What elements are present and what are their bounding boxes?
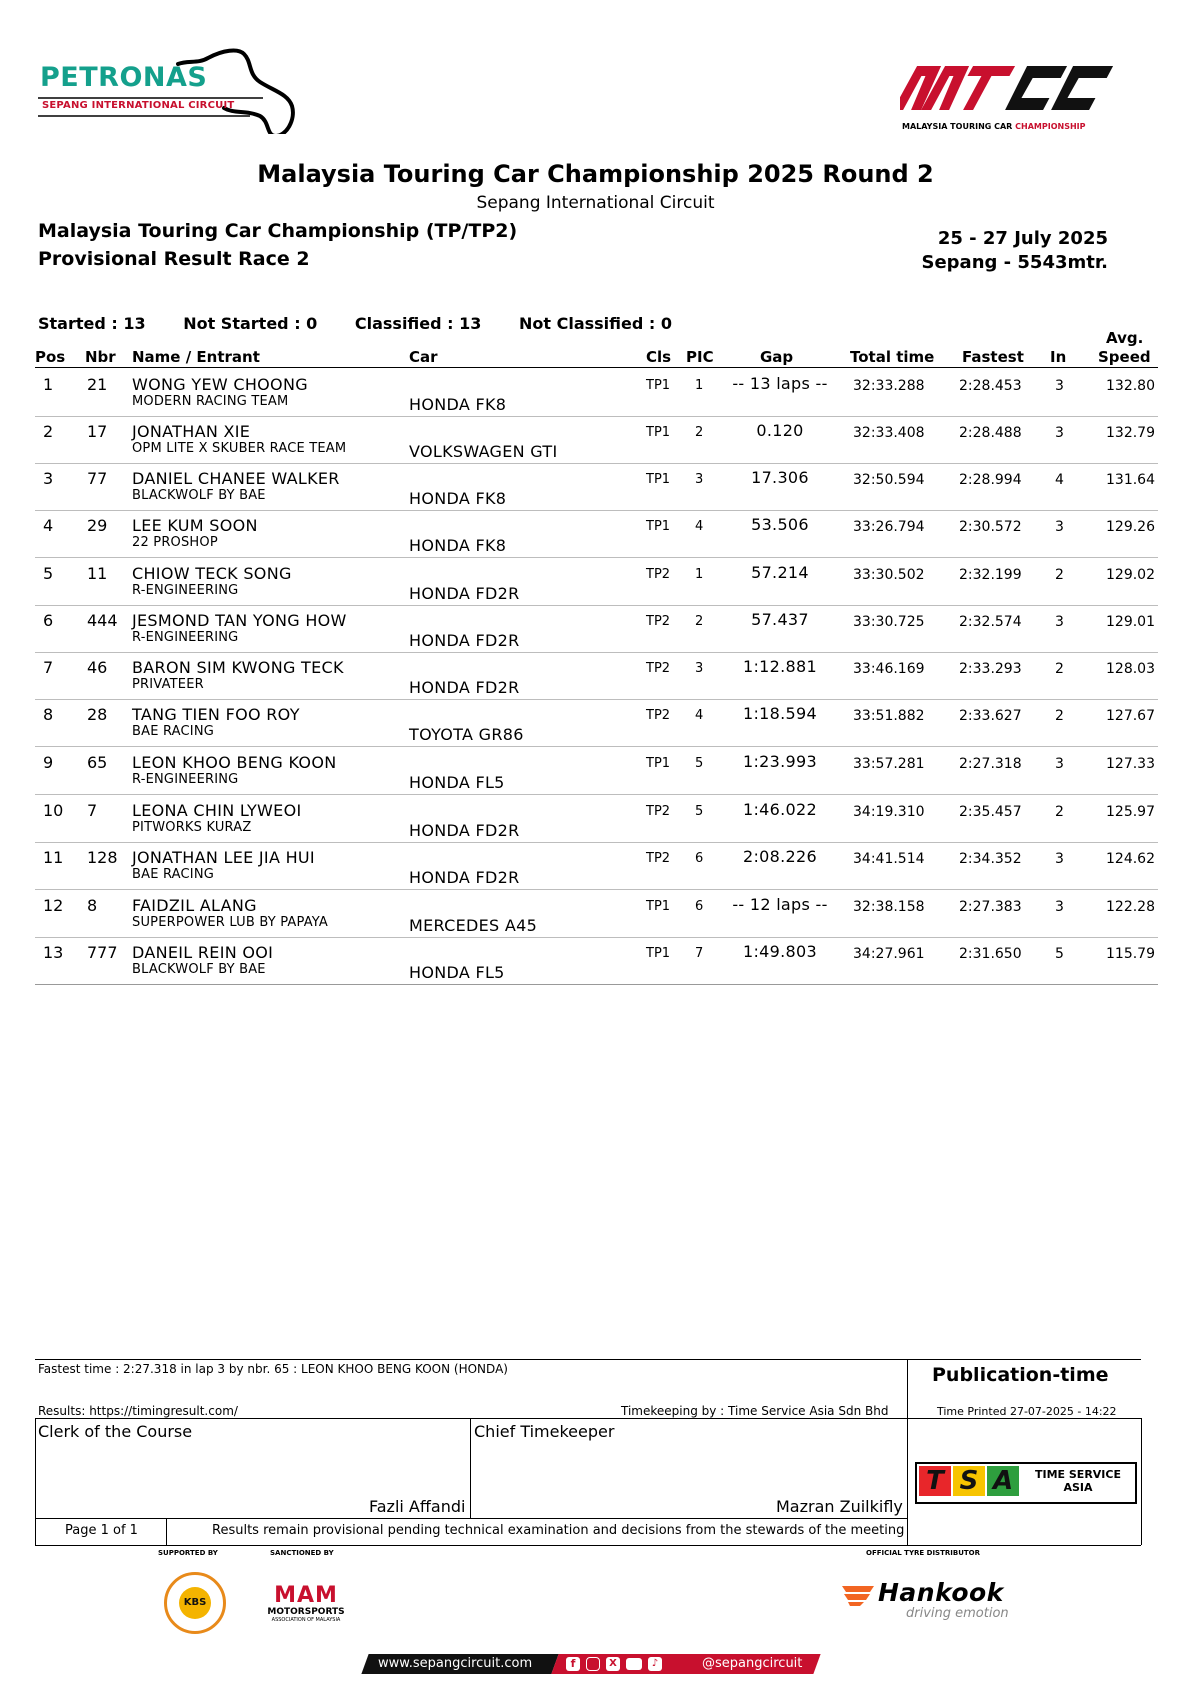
- timekeeping-info: Timekeeping by : Time Service Asia Sdn Bhd: [621, 1404, 889, 1418]
- publication-time-label: Publication-time: [932, 1364, 1109, 1386]
- event-dates: 25 - 27 July 2025: [937, 228, 1108, 249]
- col-header-in: In: [1050, 348, 1067, 366]
- supported-by-label: SUPPORTED BY: [158, 1549, 218, 1557]
- kbs-logo: KBS: [164, 1572, 226, 1634]
- petronas-logo: [38, 44, 298, 134]
- website-link[interactable]: www.sepangcircuit.com: [378, 1656, 533, 1671]
- race-stats: [38, 314, 704, 333]
- table-row: 1 21 WONG YEW CHOONG MODERN RACING TEAM HONDA FK8 TP1 1 -- 13 laps -- 32:33.288 2:28.453 3 132.80: [35, 369, 1158, 417]
- mam-logo: MAM MOTORSPORTS ASSOCIATION OF MALAYSIA: [267, 1583, 345, 1623]
- mtcc-wordmark-icon: [900, 58, 1130, 120]
- tyre-distributor-label: OFFICIAL TYRE DISTRIBUTOR: [866, 1549, 980, 1557]
- stat-not-started: Not Started : 0: [183, 314, 318, 333]
- table-row: 5 11 CHIOW TECK SONG R-ENGINEERING HONDA FD2R TP2 1 57.214 33:30.502 2:32.199 2 129.02: [35, 558, 1158, 606]
- clerk-label: Clerk of the Course: [38, 1422, 193, 1441]
- table-row: 7 46 BARON SIM KWONG TECK PRIVATEER HONDA FD2R TP2 3 1:12.881 33:46.169 2:33.293 2 128.03: [35, 652, 1158, 700]
- mtcc-subtitle: MALAYSIA TOURING CAR CHAMPIONSHIP: [902, 122, 1086, 131]
- table-row: 10 7 LEONA CHIN LYWEOI PITWORKS KURAZ HONDA FD2R TP2 5 1:46.022 34:19.310 2:35.457 2 125.97: [35, 795, 1158, 843]
- tsa-logo: T S A TIME SERVICE ASIA: [915, 1462, 1137, 1504]
- disclaimer: Results remain provisional pending technical examination and decisions from the stewards of the meeting: [212, 1523, 905, 1538]
- page-title: Malaysia Touring Car Championship 2025 Round 2: [257, 160, 934, 188]
- page-number: Page 1 of 1: [65, 1523, 138, 1538]
- col-header-cls: Cls: [646, 348, 672, 366]
- col-header-pic: PIC: [686, 348, 714, 366]
- col-header-fastest: Fastest: [962, 348, 1024, 366]
- table-row: 13 777 DANEIL REIN OOI BLACKWOLF BY BAE HONDA FL5 TP1 7 1:49.803 34:27.961 2:31.650 5 115.79: [35, 937, 1158, 985]
- col-header-pos: Pos: [35, 348, 66, 366]
- table-row: 6 444 JESMOND TAN YONG HOW R-ENGINEERING HONDA FD2R TP2 2 57.437 33:30.725 2:32.574 3 129.01: [35, 605, 1158, 653]
- sanctioned-by-label: SANCTIONED BY: [270, 1549, 334, 1557]
- page-subtitle: Sepang International Circuit: [476, 193, 715, 213]
- petronas-subtitle: SEPANG INTERNATIONAL CIRCUIT: [42, 100, 235, 111]
- header-divider: [35, 367, 1158, 368]
- mtcc-logo: [900, 58, 1130, 138]
- track-info: Sepang - 5543mtr.: [921, 252, 1108, 273]
- col-header-avg: Avg.: [1106, 329, 1144, 347]
- col-header-total-time: Total time: [850, 348, 935, 366]
- timekeeper-name: Mazran Zuilkifly: [776, 1497, 903, 1516]
- table-row: 11 128 JONATHAN LEE JIA HUI BAE RACING HONDA FD2R TP2 6 2:08.226 34:41.514 2:34.352 3 124.62: [35, 842, 1158, 890]
- table-row: 8 28 TANG TIEN FOO ROY BAE RACING TOYOTA GR86 TP2 4 1:18.594 33:51.882 2:33.627 2 127.67: [35, 699, 1158, 747]
- stat-classified: Classified : 13: [354, 314, 482, 333]
- petronas-wordmark: PETRONAS: [40, 62, 208, 93]
- col-header-nbr: Nbr: [85, 348, 116, 366]
- col-header-car: Car: [409, 348, 438, 366]
- fastest-lap-info: Fastest time : 2:27.318 in lap 3 by nbr. 65 : LEON KHOO BENG KOON (HONDA): [38, 1362, 508, 1376]
- table-row: 3 77 DANIEL CHANEE WALKER BLACKWOLF BY BAE HONDA FK8 TP1 3 17.306 32:50.594 2:28.994 4 131.64: [35, 463, 1158, 511]
- session-name: Provisional Result Race 2: [38, 248, 310, 270]
- table-row: 9 65 LEON KHOO BENG KOON R-ENGINEERING HONDA FL5 TP1 5 1:23.993 33:57.281 2:27.318 3 127.33: [35, 747, 1158, 795]
- hankook-logo: Hankook driving emotion: [840, 1578, 1020, 1622]
- social-handle[interactable]: @sepangcircuit: [702, 1656, 803, 1671]
- hankook-wing-icon: [840, 1582, 876, 1608]
- x-twitter-icon[interactable]: X: [606, 1657, 620, 1671]
- instagram-icon[interactable]: [586, 1657, 600, 1671]
- table-row: 12 8 FAIDZIL ALANG SUPERPOWER LUB BY PAPAYA MERCEDES A45 TP1 6 -- 12 laps -- 32:38.158 2:27.383 3 122.28: [35, 890, 1158, 938]
- tiktok-icon[interactable]: ♪: [648, 1657, 662, 1671]
- col-header-name: Name / Entrant: [132, 348, 260, 366]
- social-icons: [566, 1657, 686, 1671]
- stat-started: Started : 13: [38, 314, 146, 333]
- timekeeper-label: Chief Timekeeper: [474, 1422, 615, 1441]
- stat-not-classified: Not Classified : 0: [518, 314, 672, 333]
- table-row: 4 29 LEE KUM SOON 22 PROSHOP HONDA FK8 TP1 4 53.506 33:26.794 2:30.572 3 129.26: [35, 510, 1158, 558]
- table-row: 2 17 JONATHAN XIE OPM LITE X SKUBER RACE TEAM VOLKSWAGEN GTI TP1 2 0.120 32:33.408 2:28.488 3 132.79: [35, 416, 1158, 464]
- col-header-speed: Speed: [1098, 348, 1151, 366]
- youtube-icon[interactable]: [626, 1658, 642, 1670]
- col-header-gap: Gap: [760, 348, 794, 366]
- facebook-icon[interactable]: f: [566, 1657, 580, 1671]
- results-url: Results: https://timingresult.com/: [38, 1404, 238, 1418]
- clerk-name: Fazli Affandi: [369, 1497, 466, 1516]
- time-printed: Time Printed 27-07-2025 - 14:22: [937, 1405, 1117, 1418]
- championship-name: Malaysia Touring Car Championship (TP/TP2): [38, 220, 518, 242]
